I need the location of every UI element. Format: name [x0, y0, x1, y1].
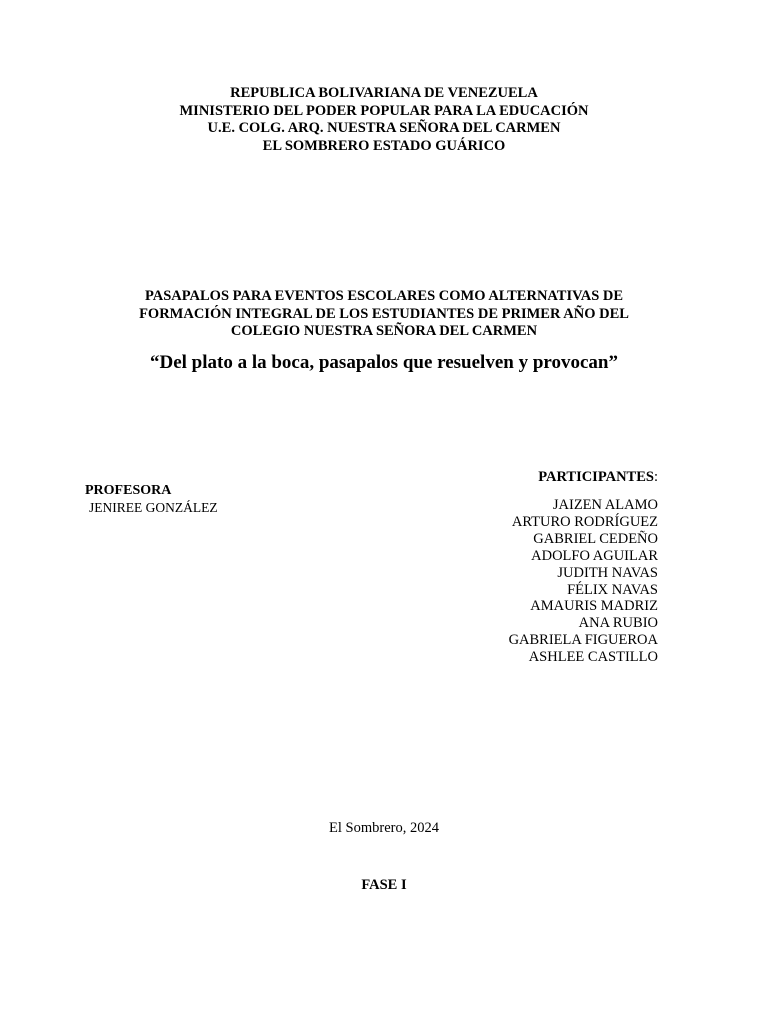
project-title	[100, 288, 668, 341]
profesora-heading: PROFESORA	[85, 483, 172, 498]
participantes-heading-colon: :	[653, 469, 658, 485]
participant-name: ADOLFO AGUILAR	[531, 547, 658, 564]
participant-name: ASHLEE CASTILLO	[528, 649, 658, 666]
header-line-school: U.E. COLG. ARQ. NUESTRA SEÑORA DEL CARMEN	[207, 120, 561, 136]
institution-header	[0, 85, 768, 155]
place-date: El Sombrero, 2024	[329, 820, 439, 836]
participantes-heading	[538, 469, 658, 486]
participant-name: GABRIEL CEDEÑO	[533, 530, 658, 547]
profesora-name: JENIREE GONZÁLEZ	[89, 500, 218, 515]
title-line-1: PASAPALOS PARA EVENTOS ESCOLARES COMO ALTERNATIVAS DE	[144, 288, 624, 304]
participant-name: JUDITH NAVAS	[557, 564, 658, 581]
title-line-3: COLEGIO NUESTRA SEÑORA DEL CARMEN	[230, 323, 538, 339]
participant-name: ANA RUBIO	[578, 615, 658, 632]
participants-list	[509, 497, 658, 666]
project-motto: “Del plato a la boca, pasapalos que resuelven y provocan”	[149, 352, 618, 373]
header-line-ministry: MINISTERIO DEL PODER POPULAR PARA LA EDUCACIÓN	[179, 102, 589, 119]
participant-name: AMAURIS MADRIZ	[530, 598, 658, 615]
participant-name: FÉLIX NAVAS	[567, 581, 658, 598]
participantes-heading-label: PARTICIPANTES	[538, 469, 654, 485]
participant-name: GABRIELA FIGUEROA	[508, 632, 658, 649]
header-line-location: EL SOMBRERO ESTADO GUÁRICO	[262, 137, 506, 154]
title-line-2: FORMACIÓN INTEGRAL DE LOS ESTUDIANTES DE PRIMER AÑO DEL	[139, 305, 629, 322]
header-line-country: REPUBLICA BOLIVARIANA DE VENEZUELA	[230, 85, 538, 101]
phase-label: FASE I	[361, 877, 407, 893]
participant-name: JAIZEN ALAMO	[552, 497, 658, 513]
participant-name: ARTURO RODRÍGUEZ	[511, 513, 658, 530]
